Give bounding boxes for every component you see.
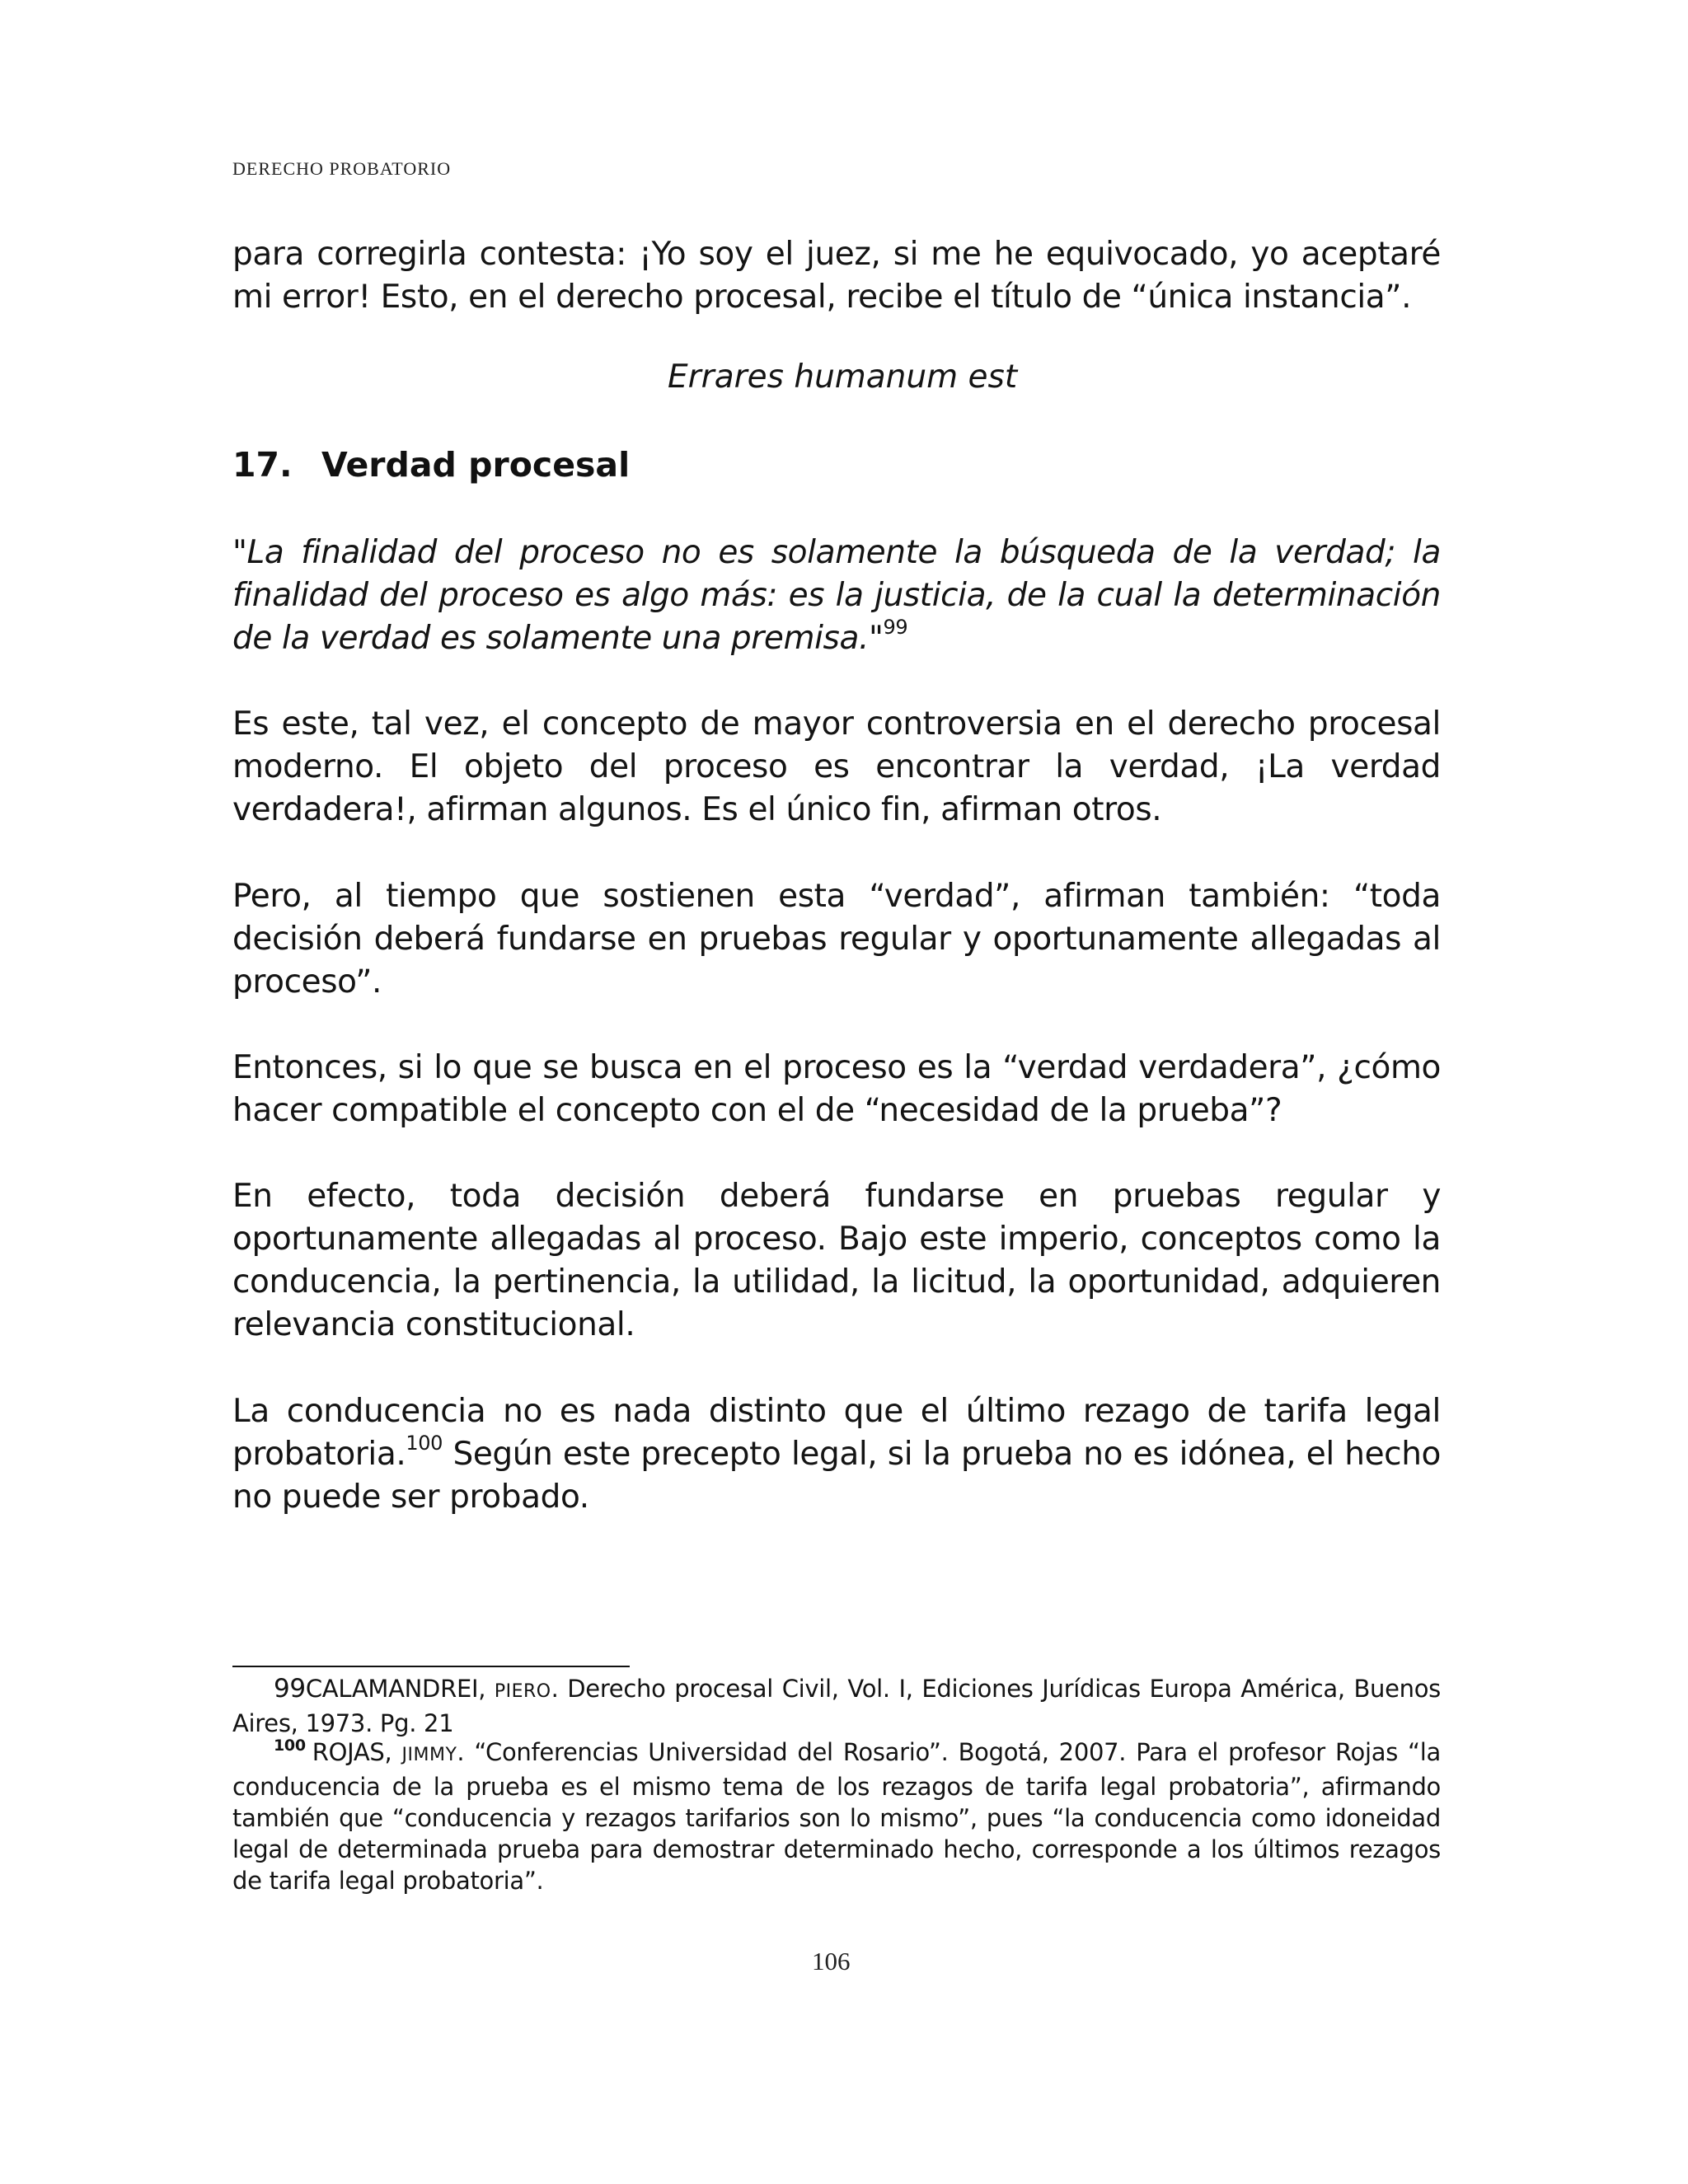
footnote-author-first: PIERO bbox=[494, 1681, 551, 1702]
section-heading bbox=[232, 445, 630, 485]
paragraph-4: Entonces, si lo que se busca en el proceso es la “verdad verdadera”, ¿cómo hacer compatible el concepto con el de “necesidad de la prueba”? bbox=[232, 1049, 1441, 1129]
footnote-author-last: ROJAS, bbox=[312, 1738, 392, 1766]
footnote-separator bbox=[232, 1666, 630, 1667]
page-number: 106 bbox=[812, 1947, 851, 1975]
section-title: Verdad procesal bbox=[321, 445, 631, 485]
paragraph-5: En efecto, toda decisión deberá fundarse en pruebas regular y oportunamente allegadas al proceso. Bajo este imperio, conceptos como la conducencia, la pertinencia, la utilidad, la licitud, la oportunidad, adquieren relevancia constitucional. bbox=[232, 1178, 1441, 1343]
footnote-ref-100: 100 bbox=[406, 1432, 443, 1455]
footnote-author-first: JIMMY bbox=[401, 1745, 457, 1765]
footnote-text: . Derecho procesal Civil, Vol. I, Ediciones Jurídicas Europa América, Buenos Aires, 1973. Pg. 21 bbox=[232, 1675, 1441, 1737]
footnote-99 bbox=[232, 1673, 1441, 1739]
footnote-ref-99: 99 bbox=[883, 616, 908, 639]
footnote-author-last: CALAMANDREI, bbox=[305, 1675, 486, 1703]
footnote-mark: 100 bbox=[274, 1736, 306, 1755]
footnote-100 bbox=[232, 1736, 1441, 1896]
latin-motto: Errares humanum est bbox=[668, 359, 1018, 396]
quote-text: "La finalidad del proceso no es solamente la búsqueda de la verdad; la finalidad del proceso es algo más: es la justicia, de la cual la determinación de la verdad es solamente una premisa." bbox=[232, 534, 1441, 657]
footnote-text: . “Conferencias Universidad del Rosario”. Bogotá, 2007. Para el profesor Rojas “la conducencia de la prueba es el mismo tema de los rezagos de tarifa legal probatoria”, afirmando también que “conducencia y rezagos tarifarios son lo mismo”, pues “la conducencia como idoneidad legal de determinada prueba para demostrar determinado hecho, corresponde a los últimos rezagos de tarifa legal probatoria”. bbox=[232, 1738, 1441, 1895]
paragraph-1: para corregirla contesta: ¡Yo soy el juez, si me he equivocado, yo aceptaré mi error! Esto, en el derecho procesal, recibe el título de “única instancia”. bbox=[232, 236, 1441, 316]
block-quote bbox=[232, 532, 1441, 660]
footnote-mark: 99 bbox=[274, 1674, 306, 1704]
paragraph-3: Pero, al tiempo que sostienen esta “verdad”, afirman también: “toda decisión deberá fundarse en pruebas regular y oportunamente allegadas al proceso”. bbox=[232, 878, 1441, 1001]
paragraph-6-text-after: Según este precepto legal, si la prueba no es idónea, el hecho no puede ser probado. bbox=[232, 1436, 1441, 1516]
paragraph-6 bbox=[232, 1390, 1441, 1519]
paragraph-6-text-before: La conducencia no es nada distinto que el último rezago de tarifa legal probatoria. bbox=[232, 1393, 1441, 1473]
paragraph-2: Es este, tal vez, el concepto de mayor controversia en el derecho procesal moderno. El objeto del proceso es encontrar la verdad, ¡La verdad verdadera!, afirman algunos. Es el único fin, afirman otros. bbox=[232, 705, 1441, 828]
section-number: 17. bbox=[232, 445, 293, 485]
running-header: DERECHO PROBATORIO bbox=[232, 158, 452, 179]
